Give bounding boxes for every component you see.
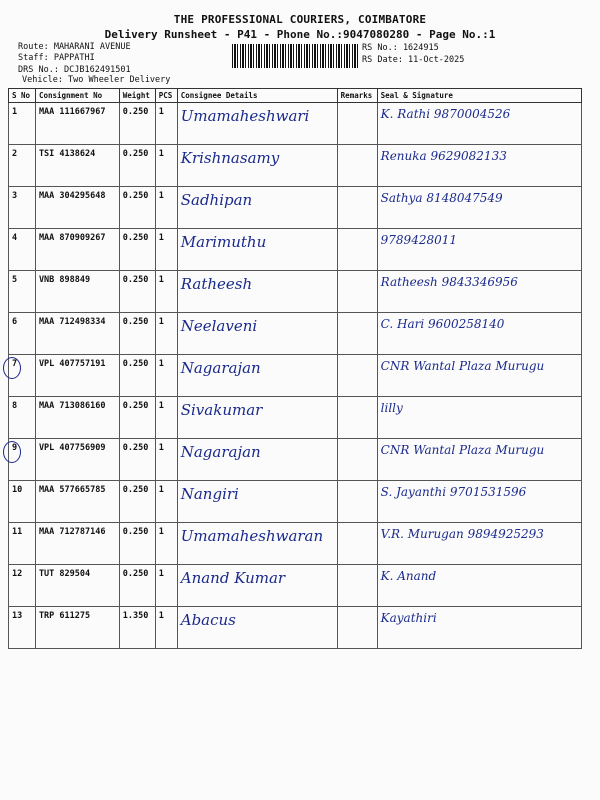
table-row: [9, 229, 582, 271]
cell-sno: 10: [9, 481, 36, 523]
cell-weight: 0.250: [119, 271, 155, 313]
cell-sno: 8: [9, 397, 36, 439]
circle-mark-icon: [3, 357, 21, 379]
cell-sno: 3: [9, 187, 36, 229]
cell-sno: 4: [9, 229, 36, 271]
cell-consignment-no: MAA 712498334: [35, 313, 119, 355]
cell-remarks: [337, 229, 377, 271]
cell-consignee: Anand Kumar: [177, 565, 337, 607]
cell-remarks: [337, 145, 377, 187]
runsheet-table: [8, 88, 582, 649]
table-row: [9, 313, 582, 355]
table-row: [9, 607, 582, 649]
cell-seal: CNR Wantal Plaza Murugu: [377, 355, 581, 397]
cell-seal: K. Rathi 9870004526: [377, 103, 581, 145]
rs-number: RS No.: 1624915: [362, 43, 439, 53]
cell-seal: 9789428011: [377, 229, 581, 271]
table-row: [9, 565, 582, 607]
cell-consignee: Sivakumar: [177, 397, 337, 439]
cell-pcs: 1: [155, 187, 177, 229]
cell-consignment-no: VNB 898849: [35, 271, 119, 313]
cell-pcs: 1: [155, 313, 177, 355]
cell-consignee: Nangiri: [177, 481, 337, 523]
drs-number: DRS No.: DCJB162491501: [18, 65, 131, 75]
cell-consignment-no: TSI 4138624: [35, 145, 119, 187]
cell-remarks: [337, 355, 377, 397]
cell-weight: 0.250: [119, 229, 155, 271]
cell-seal: CNR Wantal Plaza Murugu: [377, 439, 581, 481]
cell-remarks: [337, 271, 377, 313]
cell-weight: 0.250: [119, 397, 155, 439]
cell-weight: 0.250: [119, 313, 155, 355]
cell-consignee: Marimuthu: [177, 229, 337, 271]
circle-mark-icon: [3, 441, 21, 463]
cell-remarks: [337, 397, 377, 439]
cell-remarks: [337, 565, 377, 607]
table-row: [9, 481, 582, 523]
cell-pcs: 1: [155, 397, 177, 439]
cell-sno: 2: [9, 145, 36, 187]
cell-weight: 0.250: [119, 145, 155, 187]
cell-weight: 1.350: [119, 607, 155, 649]
table-row: [9, 187, 582, 229]
col-sno: S No: [9, 89, 36, 103]
cell-pcs: 1: [155, 229, 177, 271]
cell-remarks: [337, 523, 377, 565]
cell-pcs: 1: [155, 481, 177, 523]
col-pcs: PCS: [155, 89, 177, 103]
cell-weight: 0.250: [119, 187, 155, 229]
cell-seal: S. Jayanthi 9701531596: [377, 481, 581, 523]
cell-sno: 5: [9, 271, 36, 313]
cell-sno: 9: [9, 439, 36, 481]
cell-remarks: [337, 439, 377, 481]
cell-consignment-no: VPL 407757191: [35, 355, 119, 397]
cell-seal: C. Hari 9600258140: [377, 313, 581, 355]
cell-sno: 13: [9, 607, 36, 649]
cell-seal: Ratheesh 9843346956: [377, 271, 581, 313]
route-label: Route: MAHARANI AVENUE: [18, 42, 131, 52]
table-row: [9, 355, 582, 397]
cell-pcs: 1: [155, 565, 177, 607]
table-row: [9, 145, 582, 187]
cell-consignment-no: MAA 577665785: [35, 481, 119, 523]
table-row: [9, 523, 582, 565]
cell-consignment-no: MAA 713086160: [35, 397, 119, 439]
cell-pcs: 1: [155, 607, 177, 649]
cell-sno: 1: [9, 103, 36, 145]
cell-consignment-no: TRP 611275: [35, 607, 119, 649]
cell-consignment-no: MAA 304295648: [35, 187, 119, 229]
table-row: [9, 271, 582, 313]
cell-consignee: Abacus: [177, 607, 337, 649]
staff-label: Staff: PAPPATHI: [18, 53, 95, 63]
col-remarks: Remarks: [337, 89, 377, 103]
cell-sno: 6: [9, 313, 36, 355]
col-consignment: Consignment No: [35, 89, 119, 103]
cell-sno: 11: [9, 523, 36, 565]
runsheet-title: Delivery Runsheet - P41 - Phone No.:9047080280 - Page No.:1: [104, 28, 496, 41]
cell-consignment-no: VPL 407756909: [35, 439, 119, 481]
cell-remarks: [337, 103, 377, 145]
cell-weight: 0.250: [119, 481, 155, 523]
cell-seal: Renuka 9629082133: [377, 145, 581, 187]
table-header-row: [9, 89, 582, 103]
cell-consignee: Ratheesh: [177, 271, 337, 313]
cell-pcs: 1: [155, 145, 177, 187]
col-consignee: Consignee Details: [177, 89, 337, 103]
cell-consignment-no: TUT 829504: [35, 565, 119, 607]
cell-seal: V.R. Murugan 9894925293: [377, 523, 581, 565]
cell-weight: 0.250: [119, 523, 155, 565]
table-row: [9, 397, 582, 439]
cell-consignment-no: MAA 111667967: [35, 103, 119, 145]
cell-consignment-no: MAA 712787146: [35, 523, 119, 565]
cell-consignment-no: MAA 870909267: [35, 229, 119, 271]
cell-consignee: Umamaheshwaran: [177, 523, 337, 565]
cell-pcs: 1: [155, 271, 177, 313]
cell-pcs: 1: [155, 103, 177, 145]
cell-consignee: Umamaheshwari: [177, 103, 337, 145]
cell-pcs: 1: [155, 523, 177, 565]
cell-consignee: Sadhipan: [177, 187, 337, 229]
col-weight: Weight: [119, 89, 155, 103]
cell-remarks: [337, 607, 377, 649]
col-seal: Seal & Signature: [377, 89, 581, 103]
cell-weight: 0.250: [119, 355, 155, 397]
cell-seal: Kayathiri: [377, 607, 581, 649]
cell-consignee: Nagarajan: [177, 439, 337, 481]
cell-weight: 0.250: [119, 565, 155, 607]
cell-weight: 0.250: [119, 439, 155, 481]
cell-remarks: [337, 313, 377, 355]
company-title: THE PROFESSIONAL COURIERS, COIMBATORE: [173, 13, 427, 26]
cell-pcs: 1: [155, 355, 177, 397]
cell-weight: 0.250: [119, 103, 155, 145]
cell-consignee: Nagarajan: [177, 355, 337, 397]
cell-sno: 7: [9, 355, 36, 397]
vehicle-label: Vehicle: Two Wheeler Delivery: [22, 75, 171, 85]
table-row: [9, 103, 582, 145]
rs-date: RS Date: 11-Oct-2025: [362, 55, 465, 65]
table-row: [9, 439, 582, 481]
cell-consignee: Neelaveni: [177, 313, 337, 355]
cell-remarks: [337, 481, 377, 523]
cell-pcs: 1: [155, 439, 177, 481]
cell-consignee: Krishnasamy: [177, 145, 337, 187]
cell-sno: 12: [9, 565, 36, 607]
cell-seal: lilly: [377, 397, 581, 439]
cell-seal: K. Anand: [377, 565, 581, 607]
cell-remarks: [337, 187, 377, 229]
cell-seal: Sathya 8148047549: [377, 187, 581, 229]
barcode-icon: [232, 44, 358, 68]
